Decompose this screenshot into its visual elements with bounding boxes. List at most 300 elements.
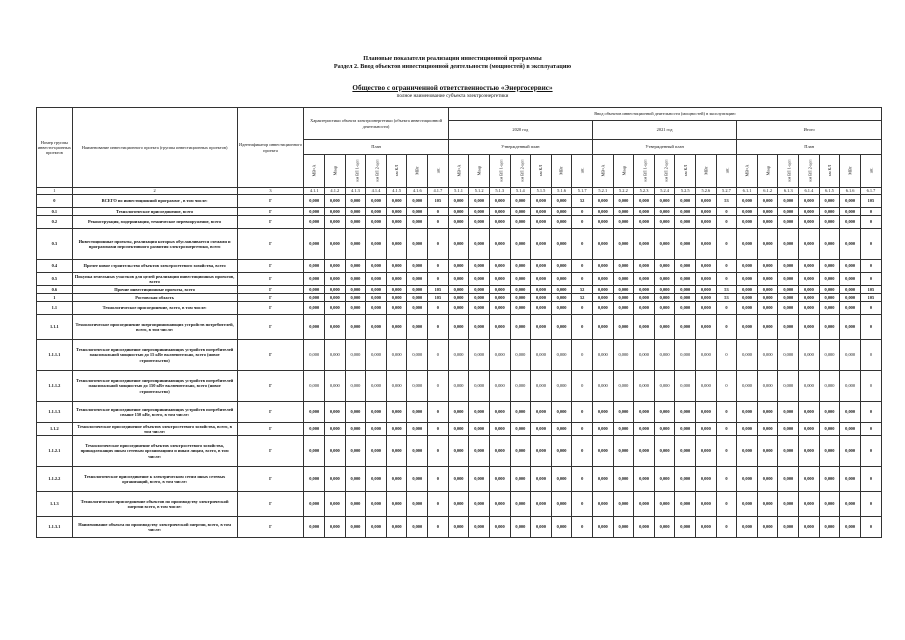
value-cell: 0,000 bbox=[799, 216, 820, 229]
value-cell: 0,000 bbox=[696, 517, 717, 538]
row-number: 1.1.3.1 bbox=[37, 517, 73, 538]
value-cell: 0,000 bbox=[840, 216, 861, 229]
value-cell: 0 bbox=[716, 436, 737, 467]
value-cell: 0,000 bbox=[799, 517, 820, 538]
value-cell: 0,000 bbox=[819, 423, 840, 436]
column-number: 2 bbox=[72, 188, 237, 195]
unit-header: шт. bbox=[572, 155, 593, 188]
value-cell: 0 bbox=[572, 423, 593, 436]
value-cell: 0,000 bbox=[304, 260, 325, 273]
value-cell: 0,000 bbox=[819, 371, 840, 402]
value-cell: 0,000 bbox=[304, 216, 325, 229]
value-cell: 0,000 bbox=[592, 315, 613, 340]
value-cell: 0,000 bbox=[325, 467, 346, 492]
value-cell: 0,000 bbox=[304, 208, 325, 216]
value-cell: 0,000 bbox=[345, 216, 366, 229]
value-cell: 0,000 bbox=[840, 467, 861, 492]
value-cell: 0,000 bbox=[654, 273, 675, 286]
value-cell: 0,000 bbox=[386, 195, 407, 208]
value-cell: 0,000 bbox=[489, 402, 510, 423]
value-cell: 0 bbox=[428, 467, 449, 492]
value-cell: 52 bbox=[572, 286, 593, 294]
table-row bbox=[37, 216, 882, 229]
column-number: 4.1.2 bbox=[325, 188, 346, 195]
value-cell: 0,000 bbox=[386, 302, 407, 315]
value-cell: 0,000 bbox=[531, 315, 552, 340]
value-cell: 0,000 bbox=[737, 229, 758, 260]
value-cell: 0,000 bbox=[675, 195, 696, 208]
value-cell: 0 bbox=[860, 492, 881, 517]
value-cell: 0,000 bbox=[551, 208, 572, 216]
value-cell: 0,000 bbox=[737, 260, 758, 273]
value-cell: 0,000 bbox=[613, 216, 634, 229]
value-cell: 0,000 bbox=[489, 273, 510, 286]
value-cell: 0,000 bbox=[819, 195, 840, 208]
value-cell: 0,000 bbox=[613, 208, 634, 216]
value-cell: 0,000 bbox=[757, 371, 778, 402]
column-number: 5.2.7 bbox=[716, 188, 737, 195]
project-id: Г bbox=[237, 467, 304, 492]
value-cell: 0,000 bbox=[840, 340, 861, 371]
value-cell: 0,000 bbox=[675, 260, 696, 273]
value-cell: 0 bbox=[716, 208, 737, 216]
value-cell: 0,000 bbox=[469, 402, 490, 423]
value-cell: 0 bbox=[572, 216, 593, 229]
value-cell: 0,000 bbox=[592, 492, 613, 517]
value-cell: 0,000 bbox=[819, 402, 840, 423]
value-cell: 0,000 bbox=[469, 492, 490, 517]
value-cell: 0,000 bbox=[819, 208, 840, 216]
value-cell: 0,000 bbox=[407, 216, 428, 229]
value-cell: 0,000 bbox=[675, 286, 696, 294]
value-cell: 0,000 bbox=[551, 195, 572, 208]
value-cell: 0,000 bbox=[799, 371, 820, 402]
value-cell: 0,000 bbox=[819, 229, 840, 260]
value-cell: 0,000 bbox=[531, 229, 552, 260]
value-cell: 0,000 bbox=[510, 371, 531, 402]
row-number: 1.1.2 bbox=[37, 423, 73, 436]
value-cell: 0,000 bbox=[304, 436, 325, 467]
unit-header: км ВЛ 1-цеп bbox=[634, 155, 655, 188]
value-cell: 0,000 bbox=[840, 208, 861, 216]
value-cell: 0,000 bbox=[345, 229, 366, 260]
value-cell: 0,000 bbox=[778, 294, 799, 302]
unit-header: шт. bbox=[860, 155, 881, 188]
value-cell: 0,000 bbox=[304, 371, 325, 402]
value-cell: 0,000 bbox=[799, 294, 820, 302]
value-cell: 0,000 bbox=[778, 436, 799, 467]
value-cell: 0,000 bbox=[799, 229, 820, 260]
value-cell: 0,000 bbox=[654, 208, 675, 216]
value-cell: 0,000 bbox=[675, 340, 696, 371]
value-cell: 0,000 bbox=[799, 286, 820, 294]
value-cell: 0 bbox=[860, 517, 881, 538]
project-id: Г bbox=[237, 371, 304, 402]
project-name: Технологическое присоединение энергопринимающих устройств потребителей свыше 150 кВт, всего, в том числе: bbox=[72, 402, 237, 423]
value-cell: 0,000 bbox=[366, 492, 387, 517]
value-cell: 0,000 bbox=[531, 216, 552, 229]
value-cell: 0,000 bbox=[840, 286, 861, 294]
column-number: 5.1.4 bbox=[510, 188, 531, 195]
value-cell: 0,000 bbox=[757, 340, 778, 371]
value-cell: 0,000 bbox=[819, 286, 840, 294]
value-cell: 0 bbox=[860, 371, 881, 402]
value-cell: 0 bbox=[860, 273, 881, 286]
value-cell: 0,000 bbox=[386, 273, 407, 286]
table-row bbox=[37, 492, 882, 517]
value-cell: 0,000 bbox=[366, 340, 387, 371]
unit-header: МВ×А bbox=[592, 155, 613, 188]
value-cell: 0,000 bbox=[654, 286, 675, 294]
value-cell: 0 bbox=[716, 371, 737, 402]
value-cell: 0,000 bbox=[325, 423, 346, 436]
value-cell: 0,000 bbox=[696, 467, 717, 492]
value-cell: 0,000 bbox=[386, 517, 407, 538]
value-cell: 0 bbox=[572, 260, 593, 273]
value-cell: 0,000 bbox=[531, 260, 552, 273]
value-cell: 0,000 bbox=[469, 517, 490, 538]
value-cell: 0,000 bbox=[407, 371, 428, 402]
value-cell: 0 bbox=[428, 371, 449, 402]
value-cell: 0,000 bbox=[799, 273, 820, 286]
value-cell: 0 bbox=[860, 260, 881, 273]
value-cell: 0,000 bbox=[345, 436, 366, 467]
value-cell: 0,000 bbox=[737, 216, 758, 229]
value-cell: 0 bbox=[716, 517, 737, 538]
project-id: Г bbox=[237, 315, 304, 340]
value-cell: 0,000 bbox=[634, 216, 655, 229]
value-cell: 0,000 bbox=[819, 467, 840, 492]
value-cell: 0,000 bbox=[510, 315, 531, 340]
value-cell: 0,000 bbox=[489, 216, 510, 229]
value-cell: 0 bbox=[860, 302, 881, 315]
unit-header: км ВЛ 2-цеп bbox=[510, 155, 531, 188]
value-cell: 0,000 bbox=[613, 286, 634, 294]
project-name: Технологическое присоединение энергопринимающих устройств потребителей, всего, в том числе: bbox=[72, 315, 237, 340]
project-id: Г bbox=[237, 229, 304, 260]
value-cell: 0,000 bbox=[345, 273, 366, 286]
value-cell: 0,000 bbox=[778, 517, 799, 538]
value-cell: 0,000 bbox=[757, 216, 778, 229]
value-cell: 0 bbox=[428, 436, 449, 467]
value-cell: 0,000 bbox=[634, 517, 655, 538]
value-cell: 0,000 bbox=[325, 208, 346, 216]
value-cell: 0,000 bbox=[448, 229, 469, 260]
value-cell: 0,000 bbox=[489, 340, 510, 371]
value-cell: 0,000 bbox=[778, 260, 799, 273]
value-cell: 0,000 bbox=[613, 436, 634, 467]
value-cell: 105 bbox=[860, 286, 881, 294]
value-cell: 0,000 bbox=[345, 208, 366, 216]
value-cell: 0,000 bbox=[386, 436, 407, 467]
value-cell: 0,000 bbox=[757, 294, 778, 302]
value-cell: 0,000 bbox=[469, 340, 490, 371]
value-cell: 0,000 bbox=[654, 402, 675, 423]
value-cell: 0,000 bbox=[366, 302, 387, 315]
project-id: Г bbox=[237, 260, 304, 273]
value-cell: 0,000 bbox=[778, 371, 799, 402]
row-number: 1.1.2.2 bbox=[37, 467, 73, 492]
row-number: 1.1.1.2 bbox=[37, 371, 73, 402]
value-cell: 0,000 bbox=[696, 273, 717, 286]
value-cell: 0,000 bbox=[510, 260, 531, 273]
value-cell: 0,000 bbox=[531, 286, 552, 294]
header-project-id: Идентификатор инвестиционного проекта bbox=[237, 108, 304, 188]
value-cell: 0 bbox=[716, 260, 737, 273]
value-cell: 0,000 bbox=[737, 467, 758, 492]
value-cell: 0,000 bbox=[345, 340, 366, 371]
value-cell: 0,000 bbox=[799, 436, 820, 467]
value-cell: 0 bbox=[860, 340, 881, 371]
value-cell: 0,000 bbox=[613, 315, 634, 340]
value-cell: 0,000 bbox=[696, 423, 717, 436]
value-cell: 0,000 bbox=[489, 423, 510, 436]
value-cell: 0,000 bbox=[757, 436, 778, 467]
value-cell: 0,000 bbox=[469, 229, 490, 260]
project-id: Г bbox=[237, 216, 304, 229]
table-row bbox=[37, 436, 882, 467]
value-cell: 0 bbox=[572, 273, 593, 286]
value-cell: 0,000 bbox=[448, 517, 469, 538]
value-cell: 0,000 bbox=[448, 467, 469, 492]
value-cell: 0 bbox=[716, 467, 737, 492]
value-cell: 0,000 bbox=[551, 302, 572, 315]
value-cell: 0,000 bbox=[757, 273, 778, 286]
value-cell: 0,000 bbox=[819, 340, 840, 371]
value-cell: 0,000 bbox=[304, 229, 325, 260]
value-cell: 0,000 bbox=[448, 315, 469, 340]
value-cell: 0,000 bbox=[407, 195, 428, 208]
value-cell: 0,000 bbox=[469, 436, 490, 467]
value-cell: 0,000 bbox=[448, 208, 469, 216]
value-cell: 0,000 bbox=[325, 216, 346, 229]
value-cell: 0,000 bbox=[675, 517, 696, 538]
value-cell: 0,000 bbox=[551, 260, 572, 273]
value-cell: 0,000 bbox=[551, 423, 572, 436]
value-cell: 0,000 bbox=[366, 260, 387, 273]
value-cell: 0,000 bbox=[634, 302, 655, 315]
column-number: 1 bbox=[37, 188, 73, 195]
value-cell: 0,000 bbox=[654, 371, 675, 402]
value-cell: 0,000 bbox=[366, 273, 387, 286]
unit-header: км ВЛ 1-цеп bbox=[489, 155, 510, 188]
value-cell: 0,000 bbox=[304, 423, 325, 436]
value-cell: 0 bbox=[716, 273, 737, 286]
value-cell: 0,000 bbox=[778, 302, 799, 315]
column-number: 5.2.2 bbox=[613, 188, 634, 195]
unit-header: км ВЛ 1-цеп bbox=[778, 155, 799, 188]
value-cell: 0 bbox=[860, 423, 881, 436]
header-approved-2021: Утвержденный план bbox=[592, 140, 736, 155]
row-number: 0.5 bbox=[37, 273, 73, 286]
value-cell: 0,000 bbox=[696, 340, 717, 371]
project-id: Г bbox=[237, 302, 304, 315]
value-cell: 0,000 bbox=[675, 216, 696, 229]
value-cell: 0 bbox=[572, 517, 593, 538]
value-cell: 0,000 bbox=[469, 208, 490, 216]
value-cell: 0,000 bbox=[386, 340, 407, 371]
value-cell: 0,000 bbox=[366, 286, 387, 294]
value-cell: 0,000 bbox=[634, 273, 655, 286]
value-cell: 0,000 bbox=[840, 302, 861, 315]
value-cell: 0,000 bbox=[840, 423, 861, 436]
value-cell: 0,000 bbox=[386, 208, 407, 216]
value-cell: 0 bbox=[860, 315, 881, 340]
value-cell: 0 bbox=[860, 402, 881, 423]
value-cell: 0 bbox=[572, 340, 593, 371]
value-cell: 0,000 bbox=[304, 340, 325, 371]
value-cell: 0,000 bbox=[407, 517, 428, 538]
value-cell: 0,000 bbox=[469, 371, 490, 402]
value-cell: 0,000 bbox=[613, 273, 634, 286]
value-cell: 0,000 bbox=[634, 195, 655, 208]
value-cell: 0,000 bbox=[489, 467, 510, 492]
value-cell: 0,000 bbox=[304, 302, 325, 315]
project-name: Наименование объекта по производству электрической энергии, всего, в том числе: bbox=[72, 517, 237, 538]
value-cell: 0,000 bbox=[757, 402, 778, 423]
value-cell: 0,000 bbox=[757, 423, 778, 436]
value-cell: 0,000 bbox=[737, 208, 758, 216]
value-cell: 0,000 bbox=[304, 492, 325, 517]
unit-header: км ВЛ 2-цеп bbox=[366, 155, 387, 188]
value-cell: 0,000 bbox=[737, 402, 758, 423]
column-number: 5.1.7 bbox=[572, 188, 593, 195]
value-cell: 0,000 bbox=[799, 492, 820, 517]
value-cell: 0,000 bbox=[448, 492, 469, 517]
column-number: 4.1.3 bbox=[345, 188, 366, 195]
value-cell: 0,000 bbox=[345, 517, 366, 538]
value-cell: 0,000 bbox=[757, 195, 778, 208]
value-cell: 0,000 bbox=[654, 492, 675, 517]
value-cell: 0,000 bbox=[448, 286, 469, 294]
column-number: 5.2.1 bbox=[592, 188, 613, 195]
value-cell: 0,000 bbox=[778, 216, 799, 229]
unit-header: МВт bbox=[551, 155, 572, 188]
value-cell: 0,000 bbox=[592, 260, 613, 273]
project-name: ВСЕГО по инвестиционной программе , в том числе: bbox=[72, 195, 237, 208]
value-cell: 0,000 bbox=[510, 294, 531, 302]
value-cell: 0,000 bbox=[737, 371, 758, 402]
value-cell: 0,000 bbox=[407, 260, 428, 273]
value-cell: 0,000 bbox=[819, 294, 840, 302]
row-number: 1.1.2.1 bbox=[37, 436, 73, 467]
value-cell: 0,000 bbox=[469, 315, 490, 340]
value-cell: 0,000 bbox=[840, 517, 861, 538]
row-number: 0.2 bbox=[37, 216, 73, 229]
value-cell: 0 bbox=[716, 216, 737, 229]
value-cell: 0,000 bbox=[778, 402, 799, 423]
value-cell: 0 bbox=[428, 216, 449, 229]
header-total: Итого bbox=[737, 121, 882, 140]
value-cell: 0 bbox=[428, 315, 449, 340]
value-cell: 0,000 bbox=[469, 273, 490, 286]
value-cell: 0,000 bbox=[345, 315, 366, 340]
value-cell: 0,000 bbox=[819, 517, 840, 538]
value-cell: 0,000 bbox=[778, 286, 799, 294]
value-cell: 0,000 bbox=[551, 371, 572, 402]
value-cell: 0,000 bbox=[613, 423, 634, 436]
table-row bbox=[37, 423, 882, 436]
value-cell: 0,000 bbox=[613, 294, 634, 302]
value-cell: 0,000 bbox=[366, 436, 387, 467]
value-cell: 0,000 bbox=[778, 340, 799, 371]
value-cell: 105 bbox=[860, 195, 881, 208]
value-cell: 0,000 bbox=[819, 302, 840, 315]
value-cell: 0,000 bbox=[304, 517, 325, 538]
value-cell: 0 bbox=[428, 229, 449, 260]
value-cell: 0,000 bbox=[489, 195, 510, 208]
value-cell: 0,000 bbox=[345, 294, 366, 302]
value-cell: 0,000 bbox=[592, 517, 613, 538]
unit-header: км КЛ bbox=[531, 155, 552, 188]
header-project-name: Наименование инвестиционного проекта (группы инвестиционных проектов) bbox=[72, 108, 237, 188]
value-cell: 0,000 bbox=[386, 260, 407, 273]
value-cell: 0,000 bbox=[469, 467, 490, 492]
value-cell: 0,000 bbox=[675, 294, 696, 302]
value-cell: 0,000 bbox=[489, 286, 510, 294]
value-cell: 0,000 bbox=[551, 467, 572, 492]
value-cell: 0,000 bbox=[345, 302, 366, 315]
value-cell: 0,000 bbox=[366, 195, 387, 208]
value-cell: 0,000 bbox=[531, 371, 552, 402]
value-cell: 0,000 bbox=[386, 294, 407, 302]
value-cell: 0 bbox=[572, 315, 593, 340]
project-name: Технологическое присоединение, всего bbox=[72, 208, 237, 216]
project-id: Г bbox=[237, 492, 304, 517]
column-number: 5.2.6 bbox=[696, 188, 717, 195]
value-cell: 0,000 bbox=[345, 492, 366, 517]
value-cell: 0,000 bbox=[696, 195, 717, 208]
value-cell: 0,000 bbox=[510, 517, 531, 538]
project-name: Технологическое присоединение объектов электросетевого хозяйства, всего, в том числе: bbox=[72, 423, 237, 436]
unit-header: км КЛ bbox=[386, 155, 407, 188]
value-cell: 0,000 bbox=[778, 492, 799, 517]
row-number: 1.1.1.1 bbox=[37, 340, 73, 371]
value-cell: 0,000 bbox=[696, 286, 717, 294]
value-cell: 0,000 bbox=[551, 216, 572, 229]
value-cell: 0,000 bbox=[345, 286, 366, 294]
table-row bbox=[37, 229, 882, 260]
value-cell: 0,000 bbox=[448, 195, 469, 208]
table-row bbox=[37, 302, 882, 315]
column-number: 6.1.5 bbox=[819, 188, 840, 195]
value-cell: 0,000 bbox=[304, 402, 325, 423]
value-cell: 0,000 bbox=[840, 436, 861, 467]
value-cell: 0,000 bbox=[325, 340, 346, 371]
value-cell: 0,000 bbox=[325, 195, 346, 208]
value-cell: 0 bbox=[572, 492, 593, 517]
column-number: 5.1.2 bbox=[469, 188, 490, 195]
value-cell: 0,000 bbox=[325, 436, 346, 467]
value-cell: 0,000 bbox=[325, 286, 346, 294]
table-row bbox=[37, 340, 882, 371]
unit-header: МВ×А bbox=[737, 155, 758, 188]
value-cell: 0,000 bbox=[654, 302, 675, 315]
project-id: Г bbox=[237, 517, 304, 538]
value-cell: 0,000 bbox=[634, 402, 655, 423]
value-cell: 0,000 bbox=[613, 229, 634, 260]
value-cell: 0,000 bbox=[366, 517, 387, 538]
value-cell: 0,000 bbox=[469, 216, 490, 229]
value-cell: 0,000 bbox=[778, 208, 799, 216]
value-cell: 0,000 bbox=[531, 467, 552, 492]
value-cell: 0,000 bbox=[510, 423, 531, 436]
unit-header: МВт bbox=[696, 155, 717, 188]
value-cell: 0,000 bbox=[613, 402, 634, 423]
value-cell: 0 bbox=[428, 208, 449, 216]
value-cell: 0,000 bbox=[592, 340, 613, 371]
value-cell: 0,000 bbox=[592, 273, 613, 286]
